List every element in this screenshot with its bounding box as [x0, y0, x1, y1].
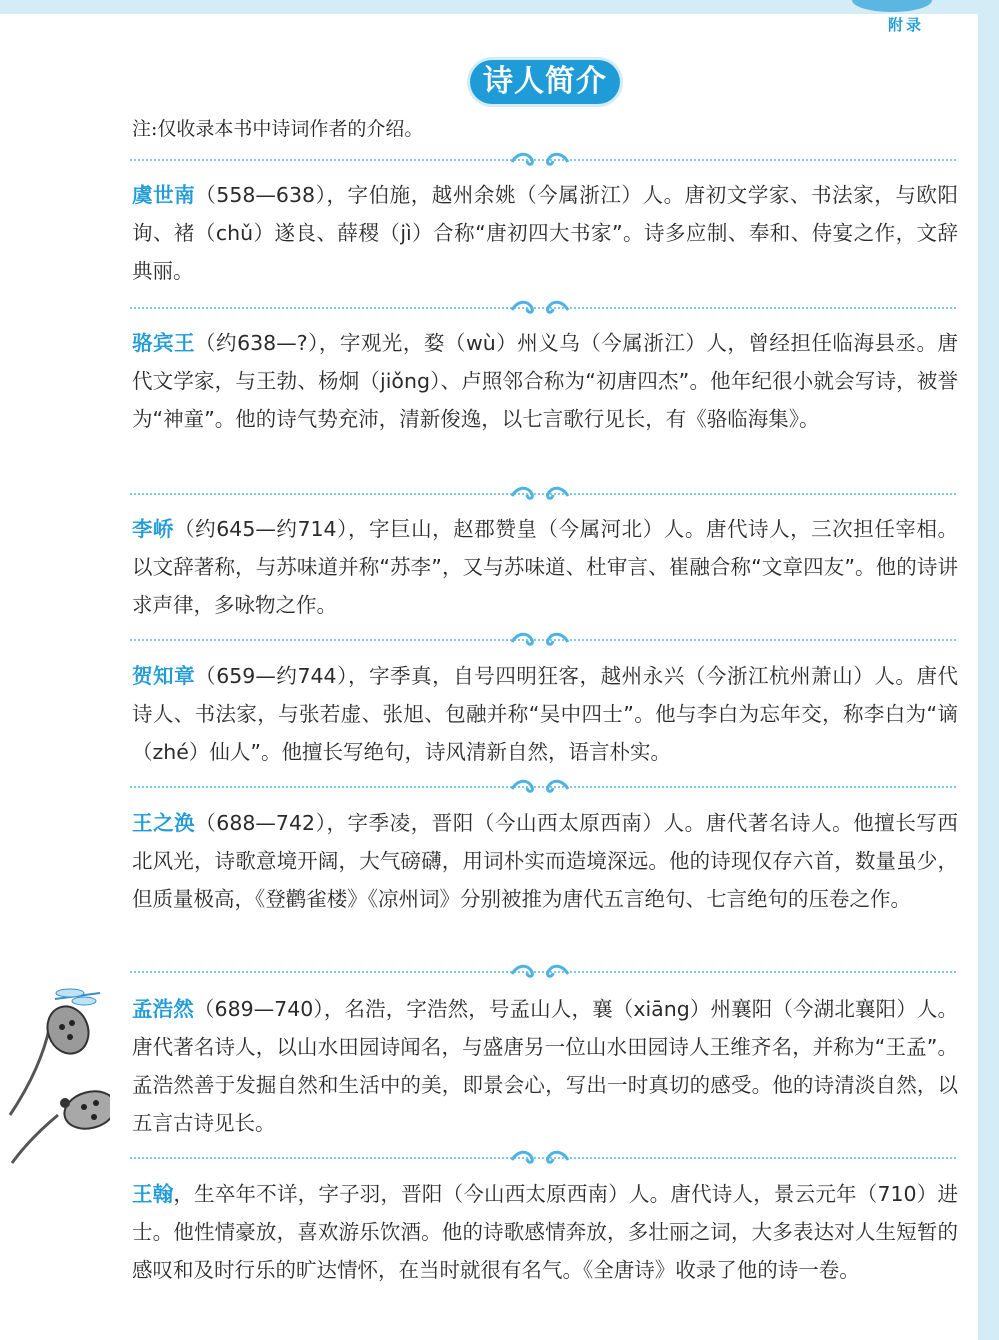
poet-name: 虞世南 — [132, 183, 196, 207]
section-tab: 附录 — [888, 16, 925, 34]
poet-name: 王之涣 — [132, 811, 196, 835]
page-note: 注:仅收录本书中诗词作者的介绍。 — [132, 118, 424, 140]
lotus-pod-illustration-icon — [0, 985, 110, 1165]
poet-description: （688—742），字季凌，晋阳（今山西太原西南）人。唐代著名诗人。他擅长写西北风光，诗歌意境开阔，大气磅礴，用词朴实而造境深远。他的诗现仅存六首，数量虽少，但质量极高，《登鹳雀楼》《凉州词》分别被推为唐代五言绝句、七言绝句的压卷之作。 — [132, 811, 958, 911]
page-title: 诗人简介 — [470, 60, 620, 104]
poet-name: 贺知章 — [132, 664, 196, 688]
poet-entry — [132, 1175, 958, 1289]
poet-entry — [132, 990, 958, 1142]
poet-name: 孟浩然 — [132, 997, 194, 1021]
divider — [130, 962, 956, 982]
divider — [130, 298, 956, 318]
poet-entry — [132, 510, 958, 624]
wave-ornament-icon — [510, 484, 570, 504]
right-margin-band — [978, 14, 999, 1340]
poet-description: （约638—?），字观光，婺（wù）州义乌（今属浙江）人，曾经担任临海县丞。唐代文学家，与王勃、杨炯（jiǒng）、卢照邻合称为“初唐四杰”。他年纪很小就会写诗，被誉为“神童”。他的诗气势充沛，清新俊逸，以七言歌行见长，有《骆临海集》。 — [132, 331, 958, 431]
divider — [130, 1148, 956, 1168]
poet-description: （689—740），名浩，字浩然，号孟山人，襄（xiāng）州襄阳（今湖北襄阳）人。唐代著名诗人，以山水田园诗闻名，与盛唐另一位山水田园诗人王维齐名，并称为“王孟”。孟浩然善于发掘自然和生活中的美，即景会心，写出一时真切的感受。他的诗清淡自然，以五言古诗见长。 — [132, 997, 958, 1135]
poet-entry — [132, 324, 958, 438]
poet-entry — [132, 804, 958, 918]
poet-description: （558—638），字伯施，越州余姚（今属浙江）人。唐初文学家、书法家，与欧阳询、褚（chǔ）遂良、薛稷（jì）合称“唐初四大书家”。诗多应制、奉和、侍宴之作，文辞典丽。 — [132, 183, 958, 283]
poet-description: （约645—约714），字巨山，赵郡赞皇（今属河北）人。唐代诗人，三次担任宰相。以文辞著称，与苏味道并称“苏李”，又与苏味道、杜审言、崔融合称“文章四友”。他的诗讲求声律，多咏物之作。 — [132, 517, 959, 617]
divider — [130, 484, 956, 504]
wave-ornament-icon — [510, 777, 570, 797]
wave-ornament-icon — [510, 298, 570, 318]
poet-name: 骆宾王 — [132, 331, 196, 355]
poet-name: 王翰 — [132, 1182, 174, 1206]
poet-name: 李峤 — [132, 517, 175, 541]
wave-ornament-icon — [510, 962, 570, 982]
divider — [130, 777, 956, 797]
wave-ornament-icon — [510, 1148, 570, 1168]
wave-ornament-icon — [510, 150, 570, 170]
wave-ornament-icon — [510, 630, 570, 650]
divider — [130, 630, 956, 650]
poet-description: ，生卒年不详，字子羽，晋阳（今山西太原西南）人。唐代诗人，景云元年（710）进士。他性情豪放，喜欢游乐饮酒。他的诗歌感情奔放，多壮丽之词，大多表达对人生短暂的感叹和及时行乐的旷达情怀，在当时就很有名气。《全唐诗》收录了他的诗一卷。 — [132, 1182, 958, 1282]
poet-entry — [132, 657, 958, 771]
poet-entry — [132, 176, 958, 290]
divider — [130, 150, 956, 170]
poet-description: （659—约744），字季真，自号四明狂客，越州永兴（今浙江杭州萧山）人。唐代诗人、书法家，与张若虚、张旭、包融并称“吴中四士”。他与李白为忘年交，称李白为“谪（zhé）仙人”。他擅长写绝句，诗风清新自然，语言朴实。 — [132, 664, 958, 764]
top-color-band — [0, 0, 999, 14]
